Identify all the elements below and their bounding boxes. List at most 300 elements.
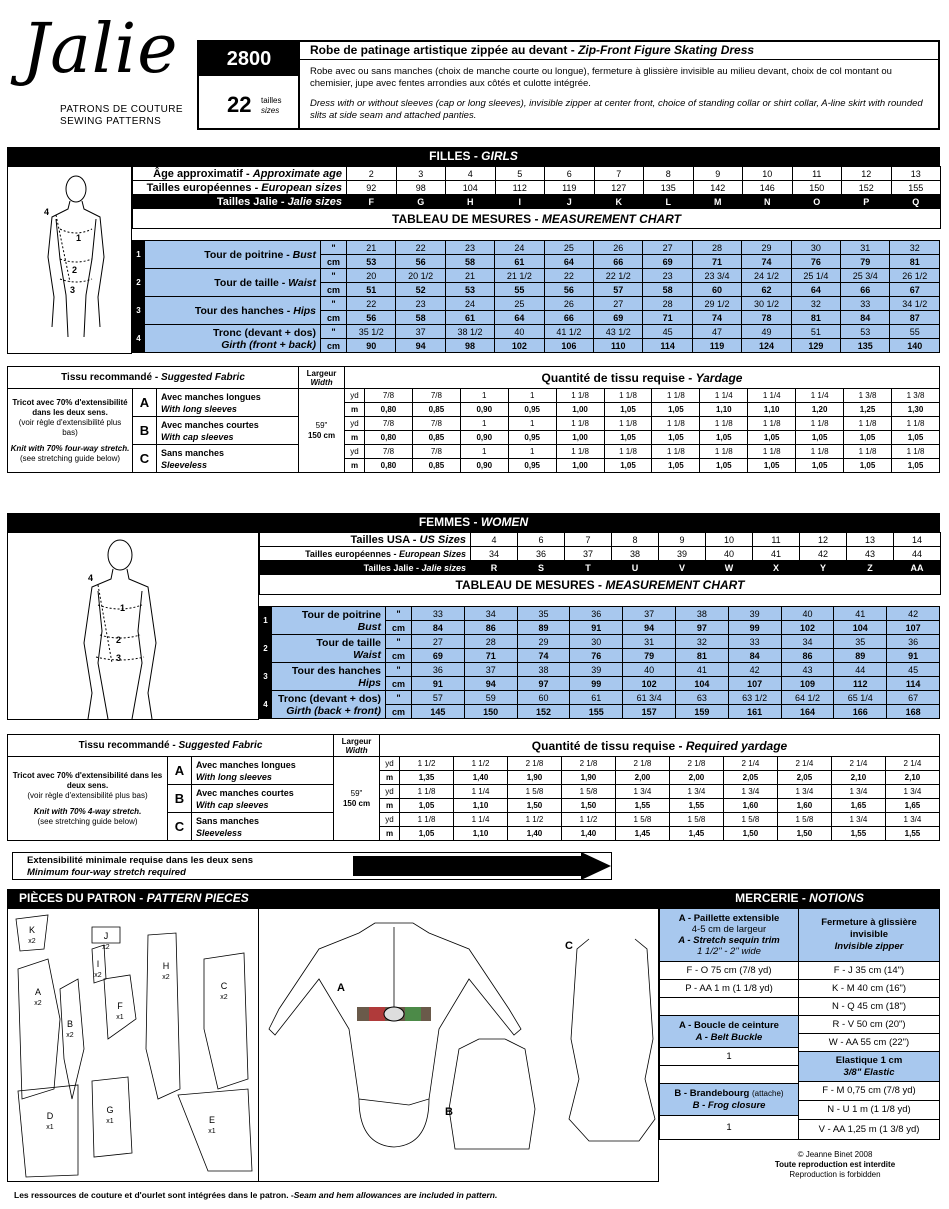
yardage-cell: 1,25: [844, 403, 892, 417]
measurement-cell: 102: [781, 621, 834, 635]
measurement-cell: 129: [791, 339, 840, 353]
women-eu-label: Tailles européennes - European Sizes: [260, 547, 471, 561]
unit-cell: cm: [386, 677, 412, 691]
eu-cell: 37: [565, 547, 612, 561]
measurement-cell: 51: [791, 325, 840, 339]
eu-cell: 152: [842, 181, 892, 195]
yardage-cell: 2,05: [777, 771, 831, 785]
yardage-cell: 1 5/8: [615, 813, 669, 827]
yardage-cell: 1,05: [604, 431, 652, 445]
yardage-cell: 7/8: [365, 389, 413, 403]
measurement-cell: 79: [623, 649, 676, 663]
eu-cell: 44: [894, 547, 941, 561]
women-title-en: WOMEN: [480, 515, 529, 529]
svg-text:3: 3: [116, 653, 122, 663]
measurement-cell: 69: [594, 311, 643, 325]
yardage-cell: 7/8: [412, 445, 460, 459]
measurement-cell: 35: [517, 607, 570, 621]
girls-size-table: [132, 166, 941, 229]
woman-body-illustration: [8, 533, 260, 721]
measurement-cell: 40: [495, 325, 544, 339]
measurement-cell: 74: [742, 255, 791, 269]
yardage-cell: 1: [460, 417, 508, 431]
notions-header: MERCERIE - NOTIONS: [659, 889, 940, 908]
measurement-cell: 36: [570, 607, 623, 621]
measurement-cell: 168: [887, 705, 940, 719]
eu-cell: 119: [545, 181, 595, 195]
measurement-cell: 61: [570, 691, 623, 705]
measurement-cell: 89: [517, 621, 570, 635]
yardage-cell: 0,90: [460, 459, 508, 473]
measurement-cell: 30 1/2: [742, 297, 791, 311]
frog-header: B - Brandebourg (attache) B - Frog closure: [659, 1084, 799, 1116]
unit-cell: cm: [321, 311, 347, 325]
measurement-cell: 35 1/2: [347, 325, 396, 339]
measurement-cell: 66: [841, 283, 890, 297]
zip-header: Fermeture à glissière invisible Invisible zipper: [799, 908, 940, 962]
yardage-cell: 1 5/8: [507, 785, 561, 799]
measurement-cell: 37: [464, 663, 517, 677]
girls-chart-title: TABLEAU DE MESURES - MEASUREMENT CHART: [133, 209, 941, 229]
piece-label-c: C x2: [220, 981, 228, 1001]
us-cell: 4: [471, 533, 518, 547]
yardage-cell: 1 1/8: [748, 445, 796, 459]
measurement-cell: 22: [347, 297, 396, 311]
unit-cell: cm: [386, 621, 412, 635]
view-a-label: A: [337, 982, 345, 994]
svg-text:3: 3: [70, 285, 76, 295]
yardage-cell: 1 1/2: [400, 757, 454, 771]
yardage-cell: 7/8: [412, 417, 460, 431]
measurement-cell: 40: [781, 607, 834, 621]
yardage-cell: 1 5/8: [561, 785, 615, 799]
measurement-cell: 22: [544, 269, 593, 283]
yardage-cell: 1,05: [400, 799, 454, 813]
women-title-fr: FEMMES -: [418, 515, 481, 529]
measurement-cell: 61: [445, 311, 494, 325]
zip-row: W - AA 55 cm (22"): [799, 1034, 940, 1052]
measurement-cell: 66: [594, 255, 643, 269]
pattern-number: 2800: [199, 42, 299, 76]
yardage-cell: 1 1/2: [507, 813, 561, 827]
title-sep: -: [567, 43, 579, 57]
view-letter: A: [133, 389, 157, 417]
views-panel: [259, 908, 659, 1182]
row-number: 2: [133, 269, 145, 297]
unit-cell: cm: [386, 705, 412, 719]
measurement-cell: 159: [675, 705, 728, 719]
measurement-cell: 81: [791, 311, 840, 325]
age-cell: 4: [446, 167, 496, 181]
unit-cell: ": [386, 635, 412, 649]
measurement-cell: 97: [517, 677, 570, 691]
age-cell: 8: [644, 167, 694, 181]
measurement-cell: 56: [396, 255, 445, 269]
yardage-cell: 1 3/8: [844, 389, 892, 403]
zip-row: K - M 40 cm (16"): [799, 980, 940, 998]
measurement-cell: 55: [495, 283, 544, 297]
measurement-cell: 29: [742, 241, 791, 255]
measurement-label: Tour de taille Waist: [272, 635, 386, 663]
measurement-cell: 32: [791, 297, 840, 311]
zip-row: R - V 50 cm (20"): [799, 1016, 940, 1034]
measurement-cell: 112: [834, 677, 887, 691]
unit-cell: ": [386, 691, 412, 705]
yardage-cell: 1 1/4: [748, 389, 796, 403]
buckle-header: A - Boucle de ceinture A - Belt Buckle: [659, 1016, 799, 1048]
measurement-cell: 89: [834, 649, 887, 663]
measurement-cell: 31: [841, 241, 890, 255]
measurement-cell: 74: [692, 311, 741, 325]
eu-cell: 40: [706, 547, 753, 561]
fabric-width: 59" 150 cm: [299, 389, 345, 473]
piece-label-j: J x2: [102, 931, 110, 951]
measurement-cell: 23: [396, 297, 445, 311]
yardage-cell: 1,05: [844, 459, 892, 473]
measurement-cell: 102: [623, 677, 676, 691]
eu-cell: 155: [891, 181, 941, 195]
measurement-cell: 32: [890, 241, 940, 255]
girls-figure: [7, 166, 132, 354]
yardage-cell: 1 1/8: [652, 389, 700, 403]
measurement-cell: 31: [623, 635, 676, 649]
measurement-cell: 157: [623, 705, 676, 719]
yardage-cell: 2,00: [669, 771, 723, 785]
yardage-cell: 1,45: [615, 827, 669, 841]
women-measurement-table: [259, 606, 940, 719]
measurement-cell: 67: [887, 691, 940, 705]
jalie-cell: P: [842, 195, 892, 209]
measurement-cell: 61: [495, 255, 544, 269]
girls-header: [7, 147, 940, 166]
measurement-label: Tour de poitrine - Bust: [145, 241, 321, 269]
zip-row: F - J 35 cm (14"): [799, 962, 940, 980]
yardage-cell: 1,50: [507, 799, 561, 813]
measurement-cell: 29 1/2: [692, 297, 741, 311]
measurement-cell: 41: [675, 663, 728, 677]
measurement-cell: 36: [887, 635, 940, 649]
jalie-cell: J: [545, 195, 595, 209]
measurement-cell: 25 3/4: [841, 269, 890, 283]
view-description: Sans manches Sleeveless: [157, 445, 299, 473]
view-description: Avec manches longues With long sleeves: [157, 389, 299, 417]
yardage-cell: 1,50: [723, 827, 777, 841]
yardage-cell: 1,05: [891, 459, 939, 473]
measurement-cell: 34: [781, 635, 834, 649]
yardage-cell: 1 3/4: [831, 785, 885, 799]
zip-row: N - Q 45 cm (18"): [799, 998, 940, 1016]
measurement-cell: 69: [643, 255, 692, 269]
measurement-cell: 23: [445, 241, 494, 255]
row-number: 4: [260, 691, 272, 719]
eu-cell: 36: [518, 547, 565, 561]
age-cell: 10: [743, 167, 793, 181]
yardage-cell: 2,00: [615, 771, 669, 785]
elastic-row: F - M 0,75 cm (7/8 yd): [799, 1082, 940, 1101]
jalie-cell: AA: [894, 561, 941, 575]
yardage-cell: 1 1/8: [604, 417, 652, 431]
elastic-row: N - U 1 m (1 1/8 yd): [799, 1101, 940, 1120]
svg-text:2: 2: [72, 265, 78, 275]
jalie-cell: Q: [891, 195, 941, 209]
jalie-cell: U: [612, 561, 659, 575]
yardage-cell: 1,90: [561, 771, 615, 785]
yardage-cell: 2 1/4: [723, 757, 777, 771]
girls-measurement-table: [132, 240, 940, 353]
pieces-panel: [7, 908, 259, 1182]
yardage-cell: 1,00: [556, 459, 604, 473]
pieces-header: PIÈCES DU PATRON - PATTERN PIECES: [7, 889, 659, 908]
measurement-cell: 27: [412, 635, 465, 649]
yardage-cell: 0,80: [365, 403, 413, 417]
yardage-cell: 1,00: [556, 431, 604, 445]
yardage-cell: 1,65: [831, 799, 885, 813]
women-jalie-label: Tailles Jalie - Jalie sizes: [260, 561, 471, 575]
measurement-cell: 58: [396, 311, 445, 325]
measurement-cell: 94: [464, 677, 517, 691]
piece-label-a: A x2: [34, 987, 42, 1007]
yardage-cell: 1 3/4: [777, 785, 831, 799]
yardage-cell: 1 1/8: [844, 417, 892, 431]
measurement-cell: 102: [495, 339, 544, 353]
measurement-cell: 79: [841, 255, 890, 269]
yardage-cell: 1 1/8: [556, 389, 604, 403]
eu-cell: 42: [800, 547, 847, 561]
women-yardage-table: [7, 734, 940, 841]
yardage-cell: 1 5/8: [669, 813, 723, 827]
measurement-cell: 42: [728, 663, 781, 677]
measurement-cell: 33: [841, 297, 890, 311]
yardage-cell: 1,60: [777, 799, 831, 813]
measurement-cell: 26: [594, 241, 643, 255]
measurement-cell: 65 1/4: [834, 691, 887, 705]
piece-label-f: F x1: [116, 1001, 124, 1021]
yardage-cell: 1 1/8: [604, 445, 652, 459]
measurement-cell: 20 1/2: [396, 269, 445, 283]
yardage-cell: 1,55: [885, 827, 939, 841]
yardage-cell: 1,30: [891, 403, 939, 417]
measurement-cell: 107: [728, 677, 781, 691]
measurement-cell: 124: [742, 339, 791, 353]
desc-en: Dress with or without sleeves (cap or long sleeves), invisible zipper at center front, choice of standing collar or shirt collar, A-line skirt with rounded slits at side seam and attached panties.: [310, 98, 923, 121]
measurement-cell: 22: [396, 241, 445, 255]
us-cell: 11: [753, 533, 800, 547]
yardage-cell: 7/8: [365, 445, 413, 459]
unit-cell: yd: [380, 785, 400, 799]
unit-cell: m: [380, 799, 400, 813]
measurement-cell: 107: [887, 621, 940, 635]
stretch-guide: [12, 852, 612, 880]
unit-cell: ": [321, 241, 347, 255]
age-cell: 2: [347, 167, 397, 181]
yardage-cell: 1,05: [652, 459, 700, 473]
buckle-qty: 1: [659, 1048, 799, 1066]
jalie-label: Tailles Jalie - Jalie sizes: [133, 195, 347, 209]
yardage-cell: 0,80: [365, 431, 413, 445]
sizes-count-box: [199, 76, 299, 128]
yardage-cell: 1 1/8: [796, 417, 844, 431]
view-letter: C: [133, 445, 157, 473]
age-cell: 12: [842, 167, 892, 181]
measurement-cell: 38: [517, 663, 570, 677]
measurement-cell: 28: [464, 635, 517, 649]
measurement-cell: 109: [781, 677, 834, 691]
eu-cell: 112: [495, 181, 545, 195]
yardage-cell: 2 1/4: [777, 757, 831, 771]
eu-cell: 98: [396, 181, 446, 195]
measurement-label: Tour de poitrine Bust: [272, 607, 386, 635]
unit-cell: m: [345, 403, 365, 417]
measurement-cell: 34: [464, 607, 517, 621]
eu-cell: 150: [792, 181, 842, 195]
yardage-cell: 0,85: [412, 403, 460, 417]
yardage-cell: 1 5/8: [777, 813, 831, 827]
yardage-cell: 0,80: [365, 459, 413, 473]
yardage-cell: 2 1/8: [615, 757, 669, 771]
age-cell: 11: [792, 167, 842, 181]
yardage-cell: 1 3/8: [891, 389, 939, 403]
measurement-cell: 97: [675, 621, 728, 635]
measurement-cell: 106: [544, 339, 593, 353]
fabric-note: Tricot avec 70% d'extensibilité dans les deux sens. (voir règle d'extensibilité plus bas) Knit with 70% four-way stretch. (see stretching guide below): [8, 389, 133, 473]
fabric-note: Tricot avec 70% d'extensibilité dans les deux sens. (voir règle d'extensibilité plus bas) Knit with 70% 4-way stretch. (see stretching guide below): [8, 757, 168, 841]
yardage-cell: 0,95: [508, 459, 556, 473]
unit-cell: m: [380, 827, 400, 841]
jalie-cell: M: [693, 195, 743, 209]
row-number: 1: [133, 241, 145, 269]
women-chart-title: TABLEAU DE MESURES - MEASUREMENT CHART: [260, 575, 941, 595]
women-figure: [7, 532, 259, 720]
yardage-cell: 1,10: [700, 403, 748, 417]
measurement-cell: 33: [412, 607, 465, 621]
view-letter: A: [168, 757, 192, 785]
age-cell: 9: [693, 167, 743, 181]
view-description: Avec manches courtes With cap sleeves: [157, 417, 299, 445]
eu-cell: 135: [644, 181, 694, 195]
measurement-cell: 140: [890, 339, 940, 353]
measurement-cell: 47: [692, 325, 741, 339]
measurement-cell: 34 1/2: [890, 297, 940, 311]
unit-cell: ": [321, 325, 347, 339]
yardage-cell: 0,85: [412, 459, 460, 473]
measurement-cell: 64: [544, 255, 593, 269]
age-cell: 13: [891, 167, 941, 181]
measurement-cell: 23: [643, 269, 692, 283]
measurement-cell: 84: [728, 649, 781, 663]
measurement-cell: 166: [834, 705, 887, 719]
measurement-cell: 91: [412, 677, 465, 691]
sequin-header: A - Paillette extensible 4-5 cm de largeur A - Stretch sequin trim 1 1/2" - 2" wide: [659, 908, 799, 962]
measurement-cell: 59: [464, 691, 517, 705]
measurement-cell: 69: [412, 649, 465, 663]
measurement-cell: 30: [570, 635, 623, 649]
age-label: Âge approximatif - Approximate age: [133, 167, 347, 181]
unit-cell: cm: [321, 255, 347, 269]
yardage-header: Quantité de tissu requise - Required yardage: [380, 735, 940, 757]
eu-label: Tailles européennes - European sizes: [133, 181, 347, 195]
sizes-en: sizes: [261, 106, 280, 115]
unit-cell: yd: [345, 417, 365, 431]
width-header: Largeur Width: [334, 735, 380, 757]
yardage-cell: 0,95: [508, 403, 556, 417]
piece-label-g: G x1: [106, 1105, 114, 1125]
measurement-cell: 56: [347, 311, 396, 325]
yardage-cell: 1: [460, 445, 508, 459]
measurement-cell: 49: [742, 325, 791, 339]
stretch-en: Minimum four-way stretch required: [27, 867, 186, 878]
measurement-cell: 51: [347, 283, 396, 297]
svg-text:1: 1: [120, 603, 126, 613]
measurement-cell: 25: [495, 297, 544, 311]
measurement-cell: 25 1/4: [791, 269, 840, 283]
measurement-cell: 164: [781, 705, 834, 719]
measurement-cell: 119: [692, 339, 741, 353]
yardage-cell: 1 3/4: [615, 785, 669, 799]
measurement-cell: 94: [623, 621, 676, 635]
measurement-cell: 87: [890, 311, 940, 325]
yardage-cell: 1,05: [748, 459, 796, 473]
measurement-cell: 38: [675, 607, 728, 621]
unit-cell: cm: [321, 283, 347, 297]
measurement-cell: 53: [347, 255, 396, 269]
us-cell: 13: [847, 533, 894, 547]
piece-label-i: I x2: [94, 959, 102, 979]
eu-cell: 41: [753, 547, 800, 561]
measurement-cell: 58: [643, 283, 692, 297]
jalie-cell: W: [706, 561, 753, 575]
fabric-width: 59" 150 cm: [334, 757, 380, 841]
measurement-cell: 56: [544, 283, 593, 297]
yardage-cell: 1,05: [796, 459, 844, 473]
piece-label-h: H x2: [162, 961, 170, 981]
measurement-cell: 74: [517, 649, 570, 663]
elastic-row: V - AA 1,25 m (1 3/8 yd): [799, 1120, 940, 1140]
unit-cell: yd: [380, 813, 400, 827]
measurement-cell: 58: [445, 255, 494, 269]
dress-views-illustration: [259, 909, 659, 1183]
fabric-header: Tissu recommandé - Suggested Fabric: [8, 735, 334, 757]
row-number: 3: [260, 663, 272, 691]
eu-cell: 38: [612, 547, 659, 561]
yardage-cell: 1,05: [700, 459, 748, 473]
unit-cell: m: [380, 771, 400, 785]
measurement-cell: 28: [692, 241, 741, 255]
svg-text:4: 4: [44, 207, 50, 217]
sequin-row: F - O 75 cm (7/8 yd): [659, 962, 799, 980]
jalie-cell: Y: [800, 561, 847, 575]
jalie-cell: I: [495, 195, 545, 209]
yardage-cell: 7/8: [412, 389, 460, 403]
measurement-label: Tour des hanches - Hips: [145, 297, 321, 325]
measurement-cell: 63: [675, 691, 728, 705]
yardage-cell: 1,55: [615, 799, 669, 813]
yardage-cell: 1 1/8: [891, 445, 939, 459]
unit-cell: ": [386, 663, 412, 677]
yardage-cell: 1 5/8: [723, 813, 777, 827]
yardage-cell: 1 1/8: [652, 417, 700, 431]
measurement-cell: 98: [445, 339, 494, 353]
yardage-cell: 1 1/8: [556, 445, 604, 459]
measurement-cell: 24: [445, 297, 494, 311]
measurement-cell: 110: [594, 339, 643, 353]
age-cell: 7: [594, 167, 644, 181]
jalie-cell: K: [594, 195, 644, 209]
eu-cell: 43: [847, 547, 894, 561]
measurement-cell: 81: [675, 649, 728, 663]
girls-title-fr: FILLES -: [429, 149, 482, 163]
yardage-cell: 1,00: [556, 403, 604, 417]
yardage-cell: 7/8: [365, 417, 413, 431]
